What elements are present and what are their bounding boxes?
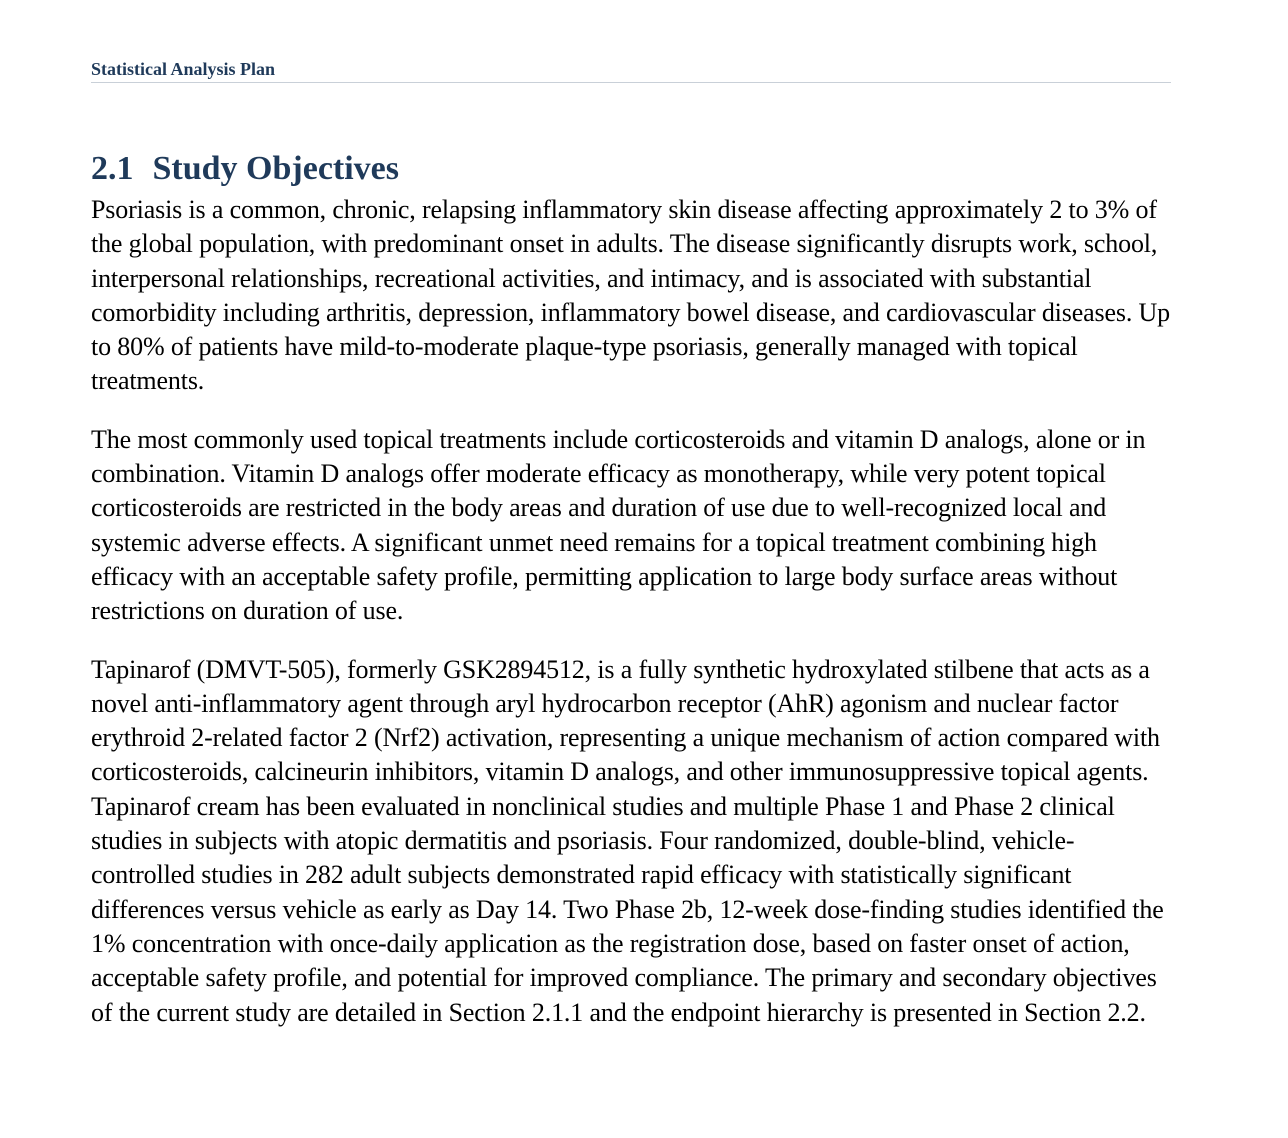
section-heading: [91, 148, 399, 190]
body-paragraph-2: The most commonly used topical treatments include corticosteroids and vitamin D analogs, alone or in combination. Vitamin D analogs offer moderate efficacy as monotherapy, while very potent topical corticosteroids are restricted in the body areas and duration of use due to well-recognized local and systemic adverse effects. A significant unmet need remains for a topical treatment combining high efficacy with an acceptable safety profile, permitting application to large body surface areas without restrictions on duration of use.: [91, 424, 1146, 626]
running-header: Statistical Analysis Plan: [91, 59, 1171, 83]
section-number: 2.1: [91, 150, 134, 187]
section-body: [91, 193, 1173, 1054]
section-title: Study Objectives: [152, 150, 399, 187]
body-paragraph-1: Psoriasis is a common, chronic, relapsing inflammatory skin disease affecting approximately 2 to 3% of the global population, with predominant onset in adults. The disease significantly disrupts work, school, interpersonal relationships, recreational activities, and intimacy, and is associated with substantial comorbidity including arthritis, depression, inflammatory bowel disease, and cardiovascular diseases. Up to 80% of patients have mild-to-moderate plaque-type psoriasis, generally managed with topical treatments.: [91, 195, 1171, 396]
body-paragraph-3: Tapinarof (DMVT-505), formerly GSK2894512, is a fully synthetic hydroxylated stilbene that acts as a novel anti-inflammatory agent through aryl hydrocarbon receptor (AhR) agonism and nuclear factor erythroid 2-related factor 2 (Nrf2) activation, representing a unique mechanism of action compared with corticosteroids, calcineurin inhibitors, vitamin D analogs, and other immunosuppressive topical agents. Tapinarof cream has been evaluated in nonclinical studies and multiple Phase 1 and Phase 2 clinical studies in subjects with atopic dermatitis and psoriasis. Four randomized, double-blind, vehicle-controlled studies in 282 adult subjects demonstrated rapid efficacy with statistically significant differences versus vehicle as early as Day 14. Two Phase 2b, 12-week dose-finding studies identified the 1% concentration with once-daily application as the registration dose, based on faster onset of action, acceptable safety profile, and potential for improved compliance. The primary and secondary objectives of the current study are detailed in Section 2.1.1 and the endpoint hierarchy is presented in Section 2.2.: [91, 654, 1164, 1027]
